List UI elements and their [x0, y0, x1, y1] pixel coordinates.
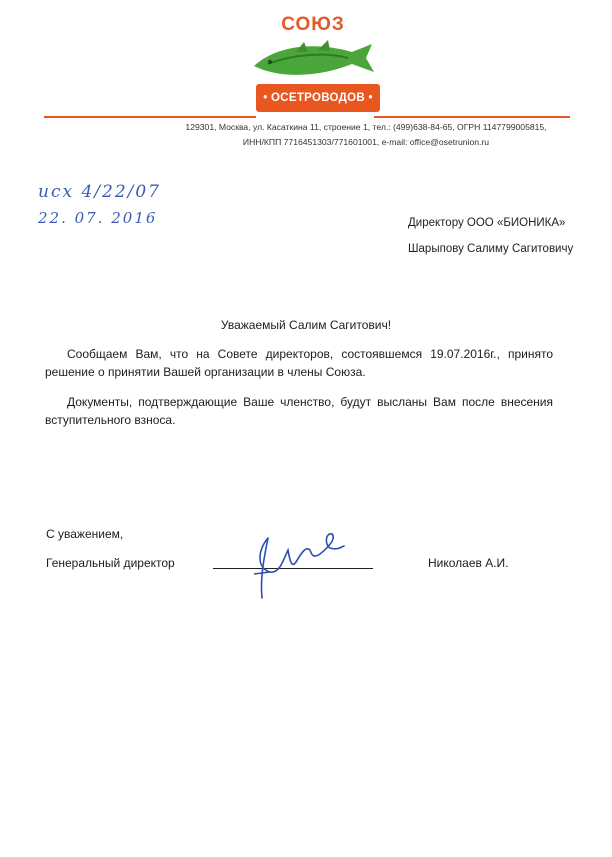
body-paragraph: Сообщаем Вам, что на Совете директоров, состоявшемся 19.07.2016г., принято решение о принятии Вашей организации в члены Союза. — [45, 347, 553, 379]
requisites-line: ИНН/КПП 7716451303/771601001, e-mail: office@osetrunion.ru — [242, 137, 490, 147]
outgoing-date: 22. 07. 2016 — [38, 209, 158, 227]
sturgeon-icon — [248, 36, 378, 86]
union-logo — [238, 8, 388, 128]
logo-banner: • ОСЕТРОВОДОВ • — [256, 84, 380, 112]
addressee-name: Шарыпову Салиму Сагитовичу — [408, 243, 574, 255]
address-line: 129301, Москва, ул. Касаткина 11, строение 1, тел.: (499)638-84-65, ОГРН 1147799005815, — [185, 122, 547, 132]
greeting: Уважаемый Салим Сагитович! — [220, 318, 392, 332]
signer-name: Николаев А.И. — [428, 556, 509, 570]
body-paragraph: Документы, подтверждающие Ваше членство, будут высланы Вам после внесения вступительного взноса. — [45, 395, 553, 427]
logo-title: СОЮЗ — [281, 14, 345, 35]
closing-regards: С уважением, — [46, 527, 124, 541]
letterhead-contacts — [0, 120, 612, 150]
addressee-company: Директору ООО «БИОНИКА» — [408, 217, 566, 229]
signer-position: Генеральный директор — [46, 556, 175, 570]
addressee-block — [408, 210, 573, 262]
handwritten-signature — [240, 528, 350, 604]
outgoing-ref-number: исх 4/22/07 — [38, 182, 161, 202]
